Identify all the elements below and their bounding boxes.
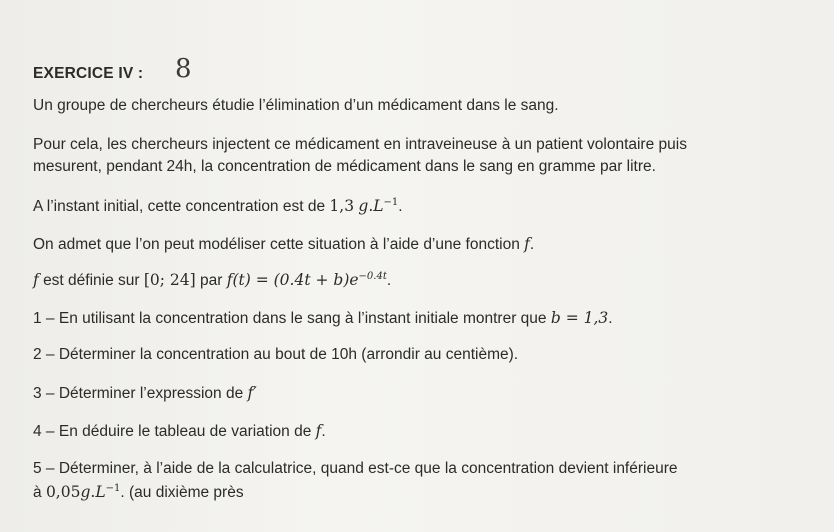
q5-unit-g: g [80,483,91,501]
q5-prefix: à [33,484,42,501]
initial-text: A l’instant initial, cette concentration est de [33,198,326,215]
q5-value: 0,05 [45,483,81,501]
q1-text: 1 – En utilisant la concentration dans le sang à l’instant initiale montrer que [33,310,547,327]
formula-exponent: −0.4t [358,271,387,282]
q3-math: f′ [247,384,257,402]
context-line-2: mesurent, pendant 24h, la concentration de médicament dans le sang en gramme par litre. [33,158,656,175]
question-4: 4 – En déduire le tableau de variation de f. [33,422,326,440]
par-text: par [200,272,223,289]
unit-L: L [373,197,384,215]
q5-unit-L: L [95,483,106,501]
context-line-1: Pour cela, les chercheurs injectent ce médicament en intraveineuse à un patient volontaire puis [33,136,687,153]
question-1: 1 – En utilisant la concentration dans le sang à l’instant initiale montrer que b = 1,3. [33,309,613,327]
model-line: On admet que l’on peut modéliser cette situation à l’aide d’une fonction f. [33,235,535,253]
exercise-title: EXERCICE IV : [33,65,144,82]
initial-value: 1,3 [329,197,355,215]
question-5-line-1: 5 – Déterminer, à l’aide de la calculatrice, quand est-ce que la concentration devient inférieure [33,460,678,477]
q3-text: 3 – Déterminer l’expression de [33,385,244,402]
question-3 [33,383,257,404]
model-text: On admet que l’on peut modéliser cette situation à l’aide d’une fonction [33,236,520,253]
question-2: 2 – Déterminer la concentration au bout de 10h (arrondir au centième). [33,346,519,363]
question-5-line-2: à $0,05g.L^{-1}$. (au dixième près [33,483,244,501]
function-f-def: f [33,271,39,289]
intro-text: Un groupe de chercheurs étudie l’élimination d’un médicament dans le sang. [33,97,559,114]
definition-line: f est définie sur [0; 24] par $f(t) = (0.4t + b)e^{-0.4t}$. [33,271,392,289]
interval: [0; 24] [143,271,196,289]
initial-concentration-line: A l’instant initial, cette concentration est de 1,3 $g.L^{-1}$. [33,197,403,215]
unit-exponent: −1 [383,197,399,208]
q4-text: 4 – En déduire le tableau de variation de [33,423,312,440]
definition-text: est définie sur [43,272,140,289]
formula: f(t) = (0.4t + b)e [226,271,359,289]
unit-g: g [358,197,369,215]
handwritten-number: 8 [175,54,192,84]
function-f: f [524,235,530,253]
q1-math: b = 1,3 [550,309,609,327]
function-f-q4: f [315,422,322,440]
q5-suffix: (au dixième près [129,484,244,501]
q5-unit-exponent: −1 [105,483,121,494]
